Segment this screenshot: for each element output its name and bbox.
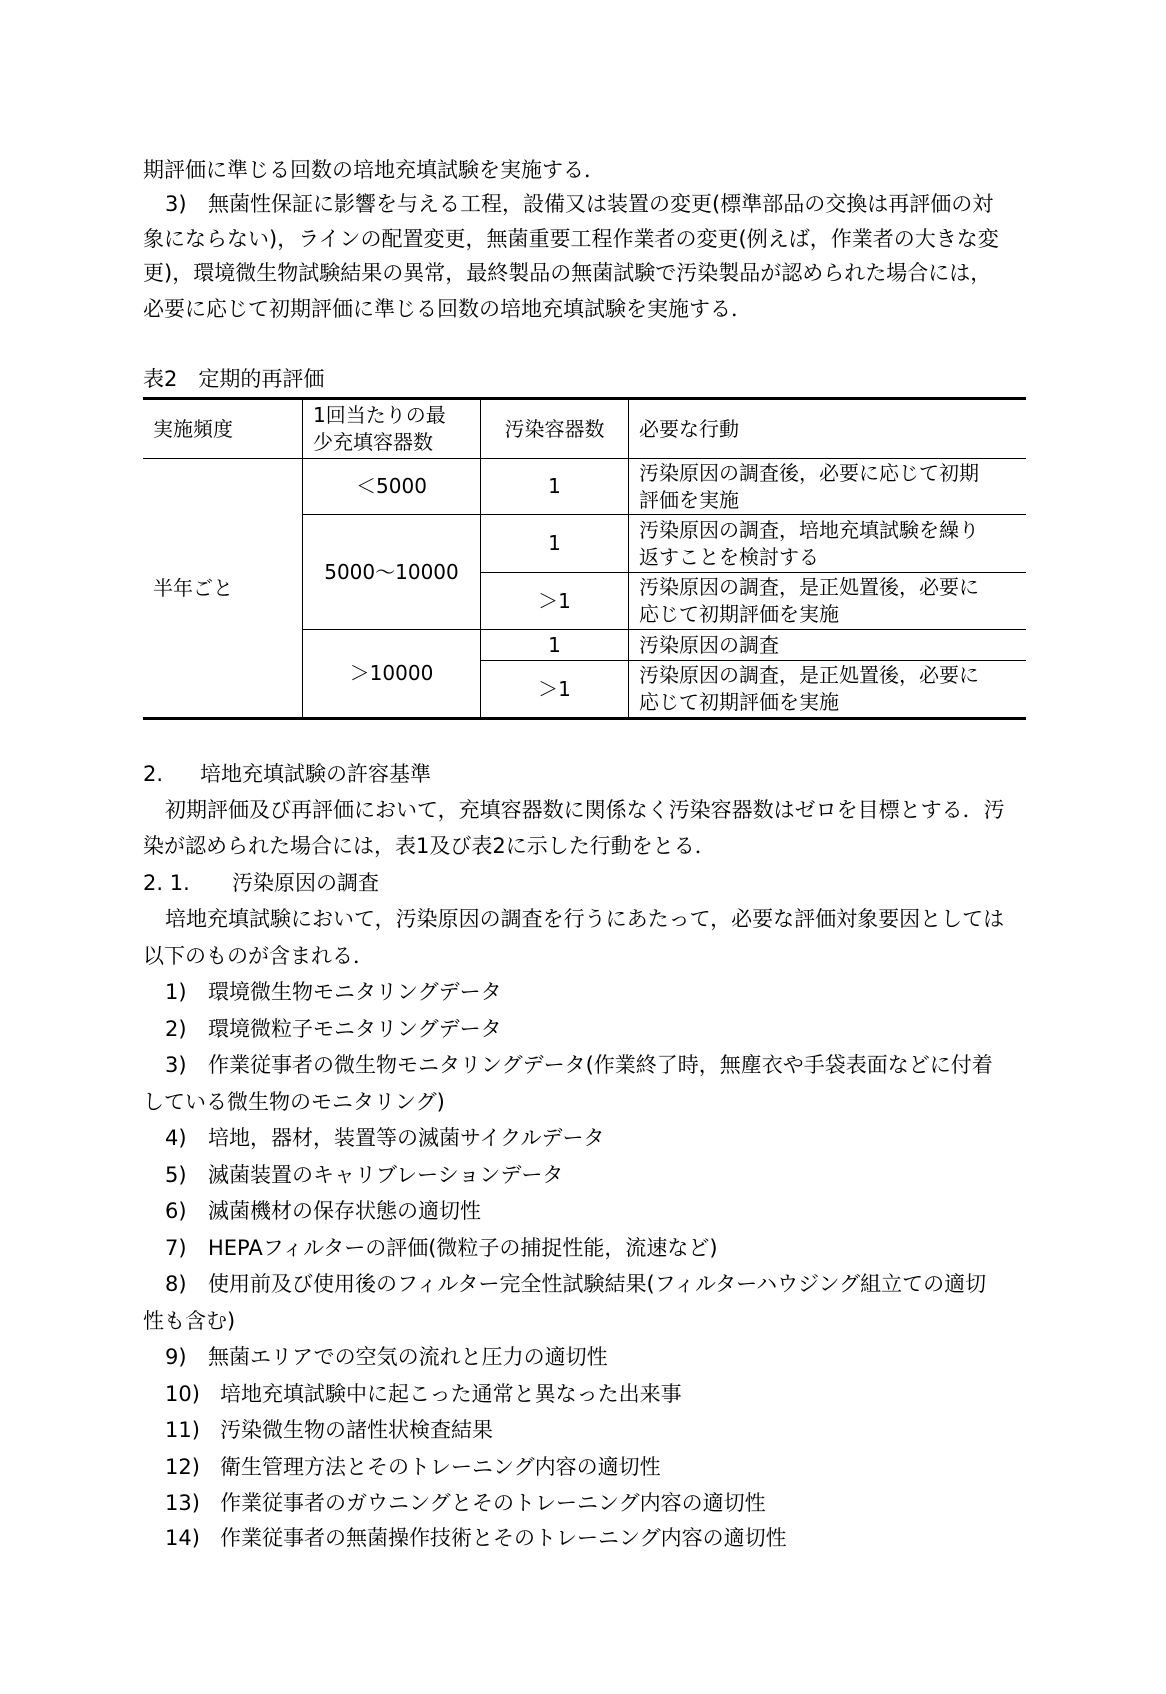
cell-action — [629, 515, 1027, 573]
action-line: 応じて初期評価を実施 — [639, 690, 839, 714]
table-row — [143, 459, 1026, 515]
item-text: 作業従事者の無菌操作技術とそのトレーニング内容の適切性 — [220, 1526, 787, 1550]
item-number: 3) — [165, 192, 187, 216]
paragraph-line: 期評価に準じる回数の培地充填試験を実施する． — [143, 158, 605, 182]
header-action: 必要な行動 — [629, 399, 1027, 459]
cell-min-count: ＞10000 — [303, 630, 481, 719]
list-item — [143, 1012, 1026, 1046]
list-item — [143, 1377, 1026, 1411]
item-text: 環境微粒子モニタリングデータ — [208, 1017, 502, 1041]
section-title: 培地充填試験の許容基準 — [200, 762, 431, 786]
list-item-3-revaluation — [143, 187, 1026, 221]
section-heading — [143, 757, 1026, 791]
list-item — [143, 1340, 1026, 1374]
item-number: 9) — [165, 1345, 187, 1369]
action-line: 汚染原因の調査，是正処置後，必要に — [639, 663, 979, 687]
table-header-row — [143, 399, 1026, 459]
cell-contaminated: ＞1 — [481, 573, 629, 630]
item-number: 8) — [165, 1272, 187, 1296]
paragraph-line: 必要に応じて初期評価に準じる回数の培地充填試験を実施する． — [143, 297, 752, 321]
item-text: 汚染微生物の諸性状検査結果 — [220, 1418, 493, 1442]
item-number: 12) — [165, 1455, 200, 1479]
item-text: 培地，器材，装置等の滅菌サイクルデータ — [208, 1126, 605, 1150]
list-item — [143, 1158, 1026, 1192]
list-item — [143, 1048, 1026, 1082]
cell-contaminated: 1 — [481, 630, 629, 661]
item-number: 3) — [165, 1053, 187, 1077]
item-text: 滅菌機材の保存状態の適切性 — [208, 1199, 481, 1223]
list-item — [143, 1194, 1026, 1228]
paragraph-line: 染が認められた場合には，表1及び表2に示した行動をとる． — [143, 834, 716, 858]
item-number: 5) — [165, 1163, 187, 1187]
item-number: 4) — [165, 1126, 187, 1150]
item-number: 1) — [165, 980, 187, 1004]
cell-contaminated: 1 — [481, 515, 629, 573]
action-line: 評価を実施 — [639, 487, 739, 512]
paragraph-line: 培地充填試験において，汚染原因の調査を行うにあたって，必要な評価対象要因としては — [165, 907, 1005, 931]
action-line: 汚染原因の調査，是正処置後，必要に — [639, 575, 979, 599]
header-contaminated: 汚染容器数 — [481, 399, 629, 459]
list-item — [143, 1231, 1026, 1265]
item-number: 11) — [165, 1418, 200, 1442]
cell-contaminated: ＞1 — [481, 661, 629, 719]
list-item — [143, 1486, 1026, 1520]
item-text: 衛生管理方法とそのトレーニング内容の適切性 — [220, 1455, 661, 1479]
cell-frequency: 半年ごと — [143, 459, 303, 719]
item-text: 無菌性保証に影響を与える工程，設備又は装置の変更(標準部品の交換は再評価の対 — [208, 192, 994, 216]
item-text: 無菌エリアでの空気の流れと圧力の適切性 — [208, 1345, 608, 1369]
paragraph-line: 更)，環境微生物試験結果の異常，最終製品の無菌試験で汚染製品が認められた場合には， — [143, 261, 992, 285]
paragraph-line: 以下のものが含まれる． — [143, 944, 374, 968]
cell-min-count: ＜5000 — [303, 459, 481, 515]
action-line: 汚染原因の調査後，必要に応じて初期 — [639, 460, 979, 485]
cell-contaminated: 1 — [481, 459, 629, 515]
item-text: 培地充填試験中に起こった通常と異なった出来事 — [220, 1382, 682, 1406]
table-caption: 表2 定期的再評価 — [143, 367, 325, 391]
paragraph-line: 初期評価及び再評価において，充填容器数に関係なく汚染容器数はゼロを目標とする．汚 — [165, 798, 1005, 822]
section-number: 2. — [143, 762, 164, 786]
periodic-revaluation-table — [143, 397, 1026, 720]
item-text: HEPAフィルターの評価(微粒子の捕捉性能，流速など) — [208, 1236, 718, 1260]
list-item — [143, 1121, 1026, 1155]
list-item-continuation: 性も含む) — [143, 1309, 236, 1333]
header-line: 1回当たりの最 — [313, 403, 446, 427]
subsection-number: 2. 1. — [143, 871, 190, 895]
list-item — [143, 1450, 1026, 1484]
list-item — [143, 975, 1026, 1009]
list-item — [143, 1521, 1026, 1555]
item-number: 2) — [165, 1017, 187, 1041]
header-line: 少充填容器数 — [313, 430, 433, 454]
item-number: 6) — [165, 1199, 187, 1223]
cell-action — [629, 573, 1027, 630]
paragraph-line: 象にならない)，ラインの配置変更，無菌重要工程作業者の変更(例えば，作業者の大きな変 — [143, 227, 999, 251]
cell-min-count: 5000～10000 — [303, 515, 481, 630]
item-number: 7) — [165, 1236, 187, 1260]
item-text: 作業従事者のガウニングとそのトレーニング内容の適切性 — [220, 1491, 766, 1515]
cell-action — [629, 459, 1027, 515]
header-min-count — [303, 399, 481, 459]
subsection-title: 汚染原因の調査 — [232, 871, 379, 895]
item-number: 14) — [165, 1526, 200, 1550]
item-text: 作業従事者の微生物モニタリングデータ(作業終了時，無塵衣や手袋表面などに付着 — [208, 1053, 993, 1077]
item-number: 13) — [165, 1491, 200, 1515]
item-text: 滅菌装置のキャリブレーションデータ — [208, 1163, 564, 1187]
subsection-heading — [143, 866, 1026, 900]
item-text: 使用前及び使用後のフィルター完全性試験結果(フィルターハウジング組立ての適切 — [208, 1272, 987, 1296]
cell-action: 汚染原因の調査 — [629, 630, 1027, 661]
action-line: 返すことを検討する — [639, 544, 819, 569]
list-item — [143, 1267, 1026, 1301]
header-frequency: 実施頻度 — [143, 399, 303, 459]
list-item-continuation: している微生物のモニタリング) — [143, 1090, 445, 1114]
item-number: 10) — [165, 1382, 200, 1406]
action-line: 汚染原因の調査，培地充填試験を繰り — [639, 517, 979, 542]
item-text: 環境微生物モニタリングデータ — [208, 980, 502, 1004]
action-line: 応じて初期評価を実施 — [639, 602, 839, 626]
cell-action — [629, 661, 1027, 719]
list-item — [143, 1413, 1026, 1447]
